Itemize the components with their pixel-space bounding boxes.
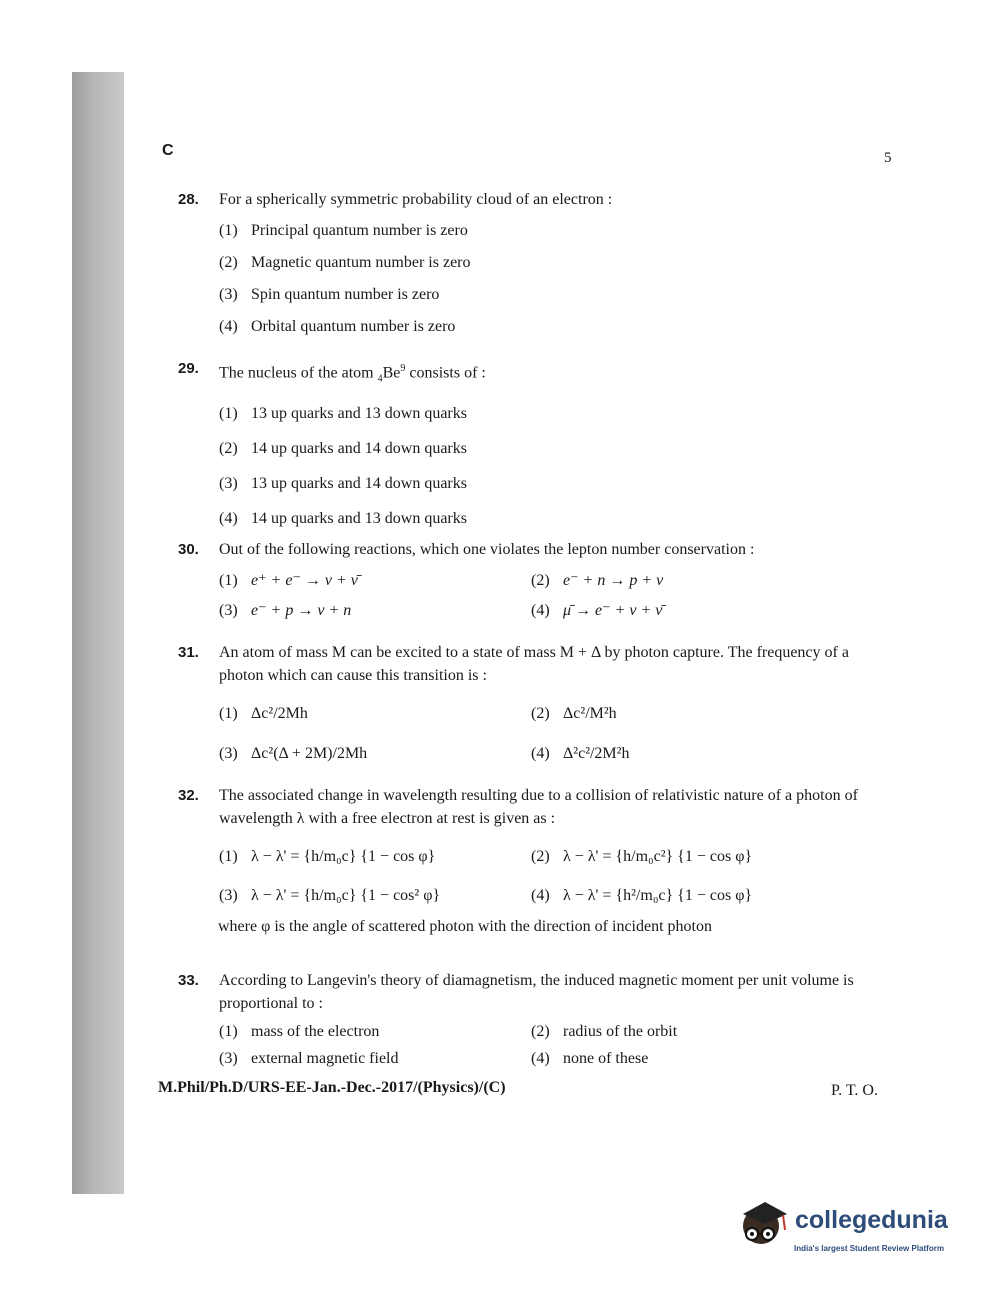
option-1[interactable]: (1) 13 up quarks and 13 down quarks	[219, 404, 467, 422]
question-number: 30.	[178, 541, 199, 558]
question-note: where φ is the angle of scattered photon with the direction of incident photon	[218, 918, 712, 935]
option-4[interactable]: (4) μ̄ → e⁻ + ν + ν̄	[531, 602, 663, 619]
option-1[interactable]: (1) Δc²/2Mh	[219, 705, 308, 722]
question-number: 28.	[178, 191, 199, 208]
question-29	[178, 357, 886, 542]
set-code: C	[162, 142, 174, 159]
option-4[interactable]: (4) Orbital quantum number is zero	[219, 318, 456, 335]
option-1[interactable]: (1) mass of the electron	[219, 1023, 380, 1040]
student-mascot-icon	[735, 1196, 793, 1256]
option-2[interactable]: (2) radius of the orbit	[531, 1023, 678, 1040]
question-number: 31.	[178, 644, 199, 661]
option-1[interactable]: (1) e⁺ + e⁻ → ν + ν̄	[219, 572, 358, 589]
question-30	[178, 538, 886, 622]
option-2[interactable]: (2) e⁻ + n → p + ν	[531, 572, 664, 589]
question-text: The associated change in wavelength resulting due to a collision of relativistic nature of a photon of wavelength λ with a free electron at rest is given as :	[219, 787, 858, 827]
page-number: 5	[884, 150, 892, 166]
option-2[interactable]: (2) Δc²/M²h	[531, 705, 617, 722]
question-text: An atom of mass M can be excited to a state of mass M + Δ by photon capture. The frequency of a photon which can cause this transition is :	[219, 644, 849, 684]
option-2[interactable]: (2) Magnetic quantum number is zero	[219, 254, 471, 271]
option-2[interactable]: (2) 14 up quarks and 14 down quarks	[219, 439, 467, 457]
option-4[interactable]: (4) 14 up quarks and 13 down quarks	[219, 509, 467, 527]
option-2[interactable]: (2) λ − λ' = {h/m₀c²} {1 − cos φ}	[531, 848, 753, 865]
option-4[interactable]: (4) none of these	[531, 1050, 649, 1067]
logo-brand: collegedunia	[795, 1206, 948, 1234]
question-28	[178, 188, 886, 347]
option-3[interactable]: (3) Δc²(Δ + 2M)/2Mh	[219, 745, 368, 762]
logo-tagline: India's largest Student Review Platform	[794, 1244, 944, 1253]
question-text: The nucleus of the atom $_4Be^9$ consists of :	[219, 363, 486, 385]
option-1[interactable]: (1) Principal quantum number is zero	[219, 222, 468, 239]
option-3[interactable]: (3) 13 up quarks and 14 down quarks	[219, 474, 467, 492]
question-number: 33.	[178, 972, 199, 989]
option-4[interactable]: (4) Δ²c²/2M²h	[531, 745, 630, 762]
option-3[interactable]: (3) e⁻ + p → ν + n	[219, 602, 352, 619]
question-31	[178, 641, 886, 765]
scan-binding-edge	[72, 72, 124, 1194]
question-number: 29.	[178, 360, 199, 377]
option-3[interactable]: (3) external magnetic field	[219, 1050, 399, 1067]
question-text: For a spherically symmetric probability cloud of an electron :	[219, 191, 613, 208]
option-3[interactable]: (3) Spin quantum number is zero	[219, 286, 440, 303]
question-33	[178, 969, 886, 1070]
question-text: According to Langevin's theory of diamagnetism, the induced magnetic moment per unit volume is proportional to :	[219, 972, 854, 1012]
question-text: Out of the following reactions, which one violates the lepton number conservation :	[219, 541, 755, 558]
collegedunia-logo[interactable]	[735, 1196, 965, 1266]
paper-code: M.Phil/Ph.D/URS-EE-Jan.-Dec.-2017/(Physics)/(C)	[158, 1079, 506, 1096]
question-number: 32.	[178, 787, 199, 804]
option-1[interactable]: (1) λ − λ' = {h/m₀c} {1 − cos φ}	[219, 848, 436, 865]
option-3[interactable]: (3) λ − λ' = {h/m₀c} {1 − cos² φ}	[219, 887, 441, 904]
option-4[interactable]: (4) λ − λ' = {h²/m₀c} {1 − cos φ}	[531, 887, 753, 904]
pto-label: P. T. O.	[831, 1082, 878, 1099]
question-32	[178, 784, 886, 938]
